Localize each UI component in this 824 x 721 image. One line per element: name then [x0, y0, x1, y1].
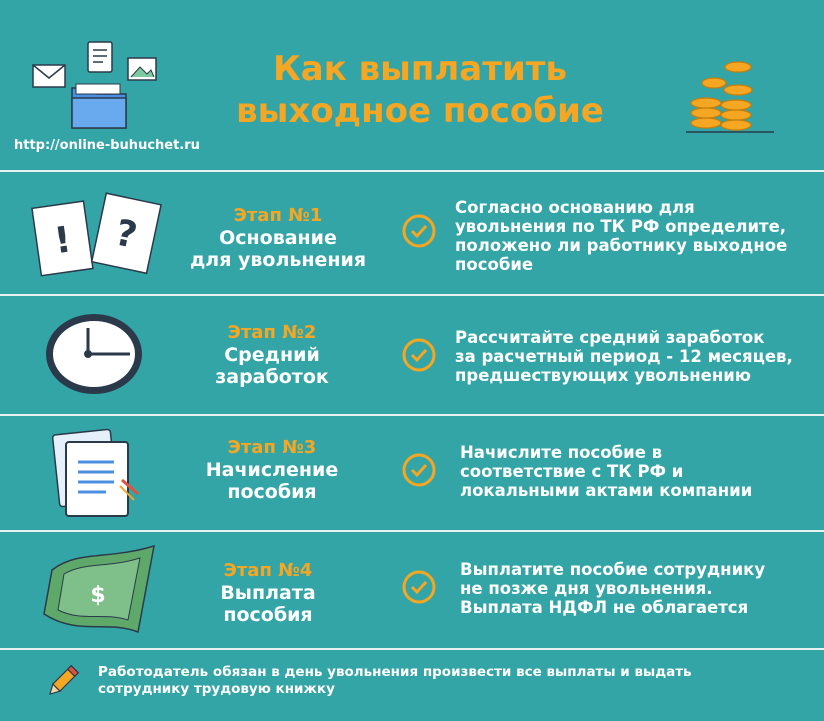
step-3-title — [142, 437, 402, 503]
step-3-description — [460, 443, 752, 500]
desc-line: Согласно основанию для — [455, 198, 695, 217]
step-2-name-line1: Средний — [224, 344, 320, 366]
title-line-1: Как выплатить — [273, 49, 567, 89]
desc-line: положено ли работнику выходное — [455, 236, 788, 255]
site-url-link[interactable]: http://online-buhuchet.ru — [14, 138, 200, 153]
desc-line: пособие — [455, 255, 534, 274]
step-1-number: Этап №1 — [233, 205, 323, 226]
step-1-description — [455, 198, 787, 274]
step-2-description — [455, 328, 793, 385]
desc-line: Начислите пособие в — [460, 443, 663, 462]
step-3-name-line2: пособия — [227, 481, 317, 503]
footer-line-1: Работодатель обязан в день увольнения произвести все выплаты и выдать — [98, 664, 692, 680]
pencil-icon — [42, 662, 82, 702]
step-4-description — [460, 560, 765, 617]
desc-line: локальными актами компании — [460, 481, 753, 500]
divider — [0, 648, 824, 650]
step-1-name-line1: Основание — [219, 227, 337, 249]
document-pen-icon — [50, 428, 142, 520]
title-line-2: выходное пособие — [236, 91, 604, 131]
desc-line: Выплатите пособие сотруднику — [460, 560, 766, 579]
divider — [0, 414, 824, 416]
svg-text:!: ! — [51, 219, 74, 263]
svg-text:?: ? — [111, 212, 141, 257]
step-2-title — [142, 322, 402, 388]
desc-line: увольнения по ТК РФ определите, — [455, 217, 787, 236]
check-circle-icon — [402, 453, 436, 487]
picture-icon — [128, 58, 156, 80]
step-2-name-line2: заработок — [215, 366, 329, 388]
folder-icon — [72, 84, 126, 128]
step-3-name-line1: Начисление — [205, 459, 339, 481]
desc-line: соответствие с ТК РФ и — [460, 462, 684, 481]
question-cards-icon — [30, 190, 162, 282]
step-2-number: Этап №2 — [227, 322, 317, 343]
svg-text:$: $ — [90, 583, 106, 608]
step-4-title — [138, 560, 398, 626]
desc-line: Рассчитайте средний заработок — [455, 328, 765, 347]
header-icons — [30, 40, 170, 135]
step-1-name-line2: для увольнения — [189, 249, 367, 271]
coins-icon — [686, 55, 776, 140]
check-circle-icon — [402, 214, 436, 248]
page-title — [200, 48, 640, 132]
check-circle-icon — [402, 570, 436, 604]
clock-icon — [44, 312, 144, 396]
desc-line: не позже дня увольнения. — [460, 579, 713, 598]
desc-line: предшествующих увольнению — [455, 366, 751, 385]
divider — [0, 170, 824, 172]
envelope-icon — [33, 65, 65, 87]
step-4-number: Этап №4 — [223, 560, 313, 581]
footer-note — [98, 664, 798, 698]
desc-line: Выплата НДФЛ не облагается — [460, 598, 749, 617]
check-circle-icon — [402, 338, 436, 372]
step-4-name-line1: Выплата — [220, 582, 316, 604]
step-4-name-line2: пособия — [223, 604, 313, 626]
divider — [0, 530, 824, 532]
document-icon — [88, 42, 112, 72]
divider — [0, 294, 824, 296]
desc-line: за расчетный период - 12 месяцев, — [455, 347, 793, 366]
step-3-number: Этап №3 — [227, 437, 317, 458]
footer-line-2: сотруднику трудовую книжку — [98, 681, 335, 697]
step-1-title — [148, 205, 408, 271]
